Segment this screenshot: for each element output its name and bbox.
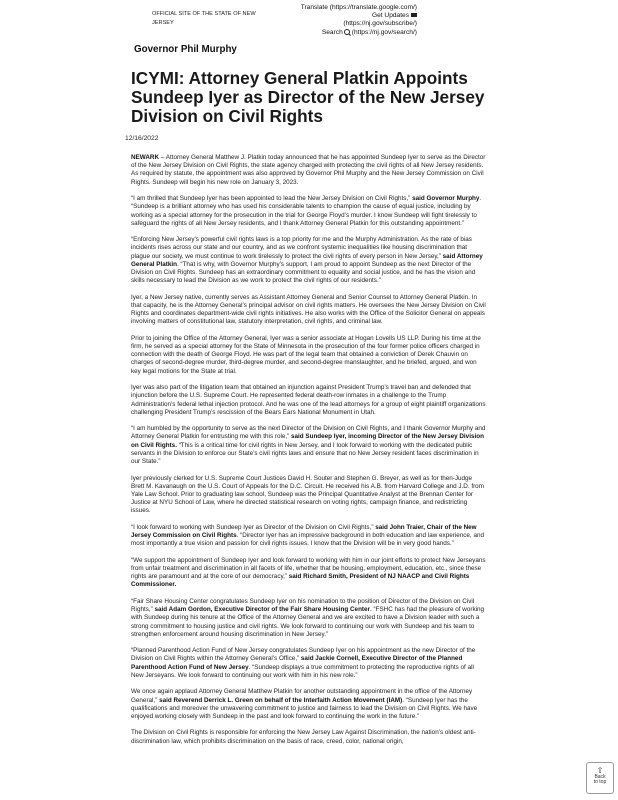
subscribe-url: (https://nj.gov/subscribe/): [343, 20, 417, 28]
paragraph: “We support the appointment of Sundeep Iyer and look forward to working with him in our joint efforts to protect New Jerseyans from unfair treatment and discrimination in all facets of life, whether that be housing, employment, education, etc., since these rights are paramount and at the core of our democracy,” said Richard Smith, President of NJ NAACP and Civil Rights Commissioner.: [131, 556, 486, 589]
search-label: Search: [321, 28, 343, 36]
get-updates-link[interactable]: [372, 12, 417, 19]
back-to-top-label-2: to top: [593, 779, 607, 786]
paragraph: “Planned Parenthood Action Fund of New Jersey congratulates Sundeep Iyer on his appointment as the new Director of the Division on Civil Rights within the Attorney General’s Office,” said Jackie Cornell, Executive Director of the Planned Parenthood Action Fund of New Jersey. “Sundeep displays a true commitment to protecting the reproductive rights of all New Jerseyans. We look forward to continuing our work with him in his new role.”: [131, 647, 476, 679]
paragraph: The Division on Civil Rights is responsible for enforcing the New Jersey Law Against Discrimination, the nation’s oldest anti-discrimination law, which prohibits discrimination on the basis of race, creed, color, national origin,: [131, 729, 476, 745]
search-link[interactable]: [322, 29, 417, 36]
translate-link[interactable]: Translate (https://translate.google.com/): [300, 4, 417, 11]
utility-links: [301, 4, 417, 37]
paragraph: NEWARK – Attorney General Matthew J. Platkin today announced that he has appointed Sundeep Iyer to serve as the Director of the New Jersey Division on Civil Rights, the state agency charged with protecting the civil rights of all New Jersey residents. As required by statute, the appointment was also approved by Governor Phil Murphy and the New Jersey Commission on Civil Rights. Sundeep will begin his new role on January 3, 2023.: [131, 154, 486, 186]
paragraph: Prior to joining the Office of the Attorney General, Iyer was a senior associate at Hogan Lovells US LLP. During his time at the firm, he served as a special attorney for the State of Minnesota in the prosecution of the four former police officers charged in connection with the death of George Floyd. He was part of the legal team that obtained a conviction of Derek Chauvin on charges of second-degree murder, third-degree murder, and second-degree manslaughter, and he briefed, argued, and won key legal motions for the State at trial.: [131, 334, 481, 375]
paragraph: We once again applaud Attorney General Matthew Platkin for another outstanding appointment in the office of the Attorney General,” said Reverend Derrick L. Green on behalf of the Interfaith Action Movement (IAM). “Sundeep Iyer has the qualifications and moreover the unwavering commitment to justice and fairness to lead the Division on Civil Rights. We have enjoyed working closely with Sundeep in the past and look forward to continuing the work in the future.”: [131, 688, 478, 720]
article-body: [131, 154, 486, 754]
search-url: (https://nj.gov/search/): [351, 28, 417, 36]
paragraph: “I am thrilled that Sundeep Iyer has been appointed to lead the New Jersey Division on Civil Rights,” said Governor Murphy. “Sundeep is a brilliant attorney who has used his considerable talents to champion the cause of equal justice, including by working as a special attorney for the prosecution in the trial for George Floyd’s murder. I know Sundeep will fight tirelessly to safeguard the rights of all New Jersey residents, and I thank Attorney General Platkin for this outstanding appointment.”: [131, 195, 482, 227]
paragraph: Iyer previously clerked for U.S. Supreme Court Justices David H. Souter and Stephen G. Breyer, as well as for then-Judge Brett M. Kavanaugh on the U.S. Court of Appeals for the D.C. Circuit. He received his A.B. from Harvard College and J.D. from Yale Law School. Prior to graduating law school, Sundeep was the Principal Quantitative Analyst at the Brennan Center for Justice at NYU School of Law, where he directed statistical research on voting rights, campaign finance, and redistricting issues.: [131, 474, 484, 515]
back-to-top-button[interactable]: [586, 762, 614, 794]
governor-name[interactable]: Governor Phil Murphy: [134, 44, 237, 55]
paragraph: Iyer was also part of the litigation team that obtained an injunction against President Trump’s travel ban and defended that injunction before the U.S. Supreme Court. He represented federal death-row inmates in a challenge to the Trump Administration’s federal lethal injection protocol. And he was one of the lead attorneys for a group of eight plaintiff organizations challenging President Trump’s rescission of the Bears Ears National Monument in Utah.: [131, 384, 486, 416]
official-site-label: OFFICIAL SITE OF THE STATE OF NEW JERSEY: [152, 11, 256, 26]
get-updates-label: Get Updates: [371, 12, 409, 20]
article-title: ICYMI: Attorney General Platkin Appoints Sundeep Iyer as Director of the New Jersey Division on Civil Rights: [131, 68, 485, 126]
article-date: 12/16/2022: [125, 135, 159, 142]
paragraph: “I am humbled by the opportunity to serve as the next Director of the Division on Civil Rights, and I thank Governor Murphy and Attorney General Platkin for entrusting me with this role,” said Sundeep Iyer, incoming Director of the New Jersey Division on Civil Rights. “This is a critical time for civil rights in New Jersey, and I look forward to working with the dedicated public servants in the Division to enforce our State’s civil rights laws and ensure that no New Jersey resident faces discrimination in our State.”: [131, 425, 486, 466]
up-arrow-icon: ⇧: [596, 766, 604, 775]
paragraph: “I look forward to working with Sundeep Iyer as Director of the Division on Civil Rights,” said John Traier, Chair of the New Jersey Commission on Civil Rights. “Director Iyer has an impressive background in both education and law experience, and most importantly a true vision and passion for civil rights issues. I know that the Division will be in very good hands.”: [131, 523, 484, 548]
back-to-top-label: Back: [594, 774, 606, 780]
search-icon: [344, 29, 350, 35]
envelope-icon: [411, 13, 417, 18]
paragraph: “Enforcing New Jersey’s powerful civil rights laws is a top priority for me and the Murphy Administration. As the rate of bias incidents rises across our state and our country, and as we confront systemic inequalities like housing discrimination that plague our society, we must continue to work tirelessly to protect the civil rights of every person in New Jersey,” said Attorney General Platkin. “That is why, with Governor Murphy’s support, I am proud to appoint Sundeep as the next Director of the Division on Civil Rights. Sundeep has an extraordinary commitment to equality and social justice, and he has the vision and skills necessary to lead the Division as we work to protect the civil rights of our residents.”: [131, 236, 483, 285]
paragraph: “Fair Share Housing Center congratulates Sundeep Iyer on his nomination to the position of Director of the Division on Civil Rights,” said Adam Gordon, Executive Director of the Fair Share Housing Center. “FSHC has had the pleasure of working with Sundeep during his tenure at the Office of the Attorney General and we are excited to have a Division leader with such a strong commitment to housing justice and civil rights. We look forward to continuing our work with Sundeep and his team to strengthen enforcement around housing discrimination in New Jersey.”: [131, 597, 485, 638]
paragraph: Iyer, a New Jersey native, currently serves as Assistant Attorney General and Senior Counsel to Attorney General Platkin. In that capacity, he is the Attorney General’s principal advisor on civil rights matters. He oversees the New Jersey Division on Civil Rights and coordinates department-wide civil rights initiatives. He also works with the Office of the Solicitor General on appeals involving matters of constitutional law, statutory interpretation, civil rights, and criminal law.: [131, 293, 486, 326]
